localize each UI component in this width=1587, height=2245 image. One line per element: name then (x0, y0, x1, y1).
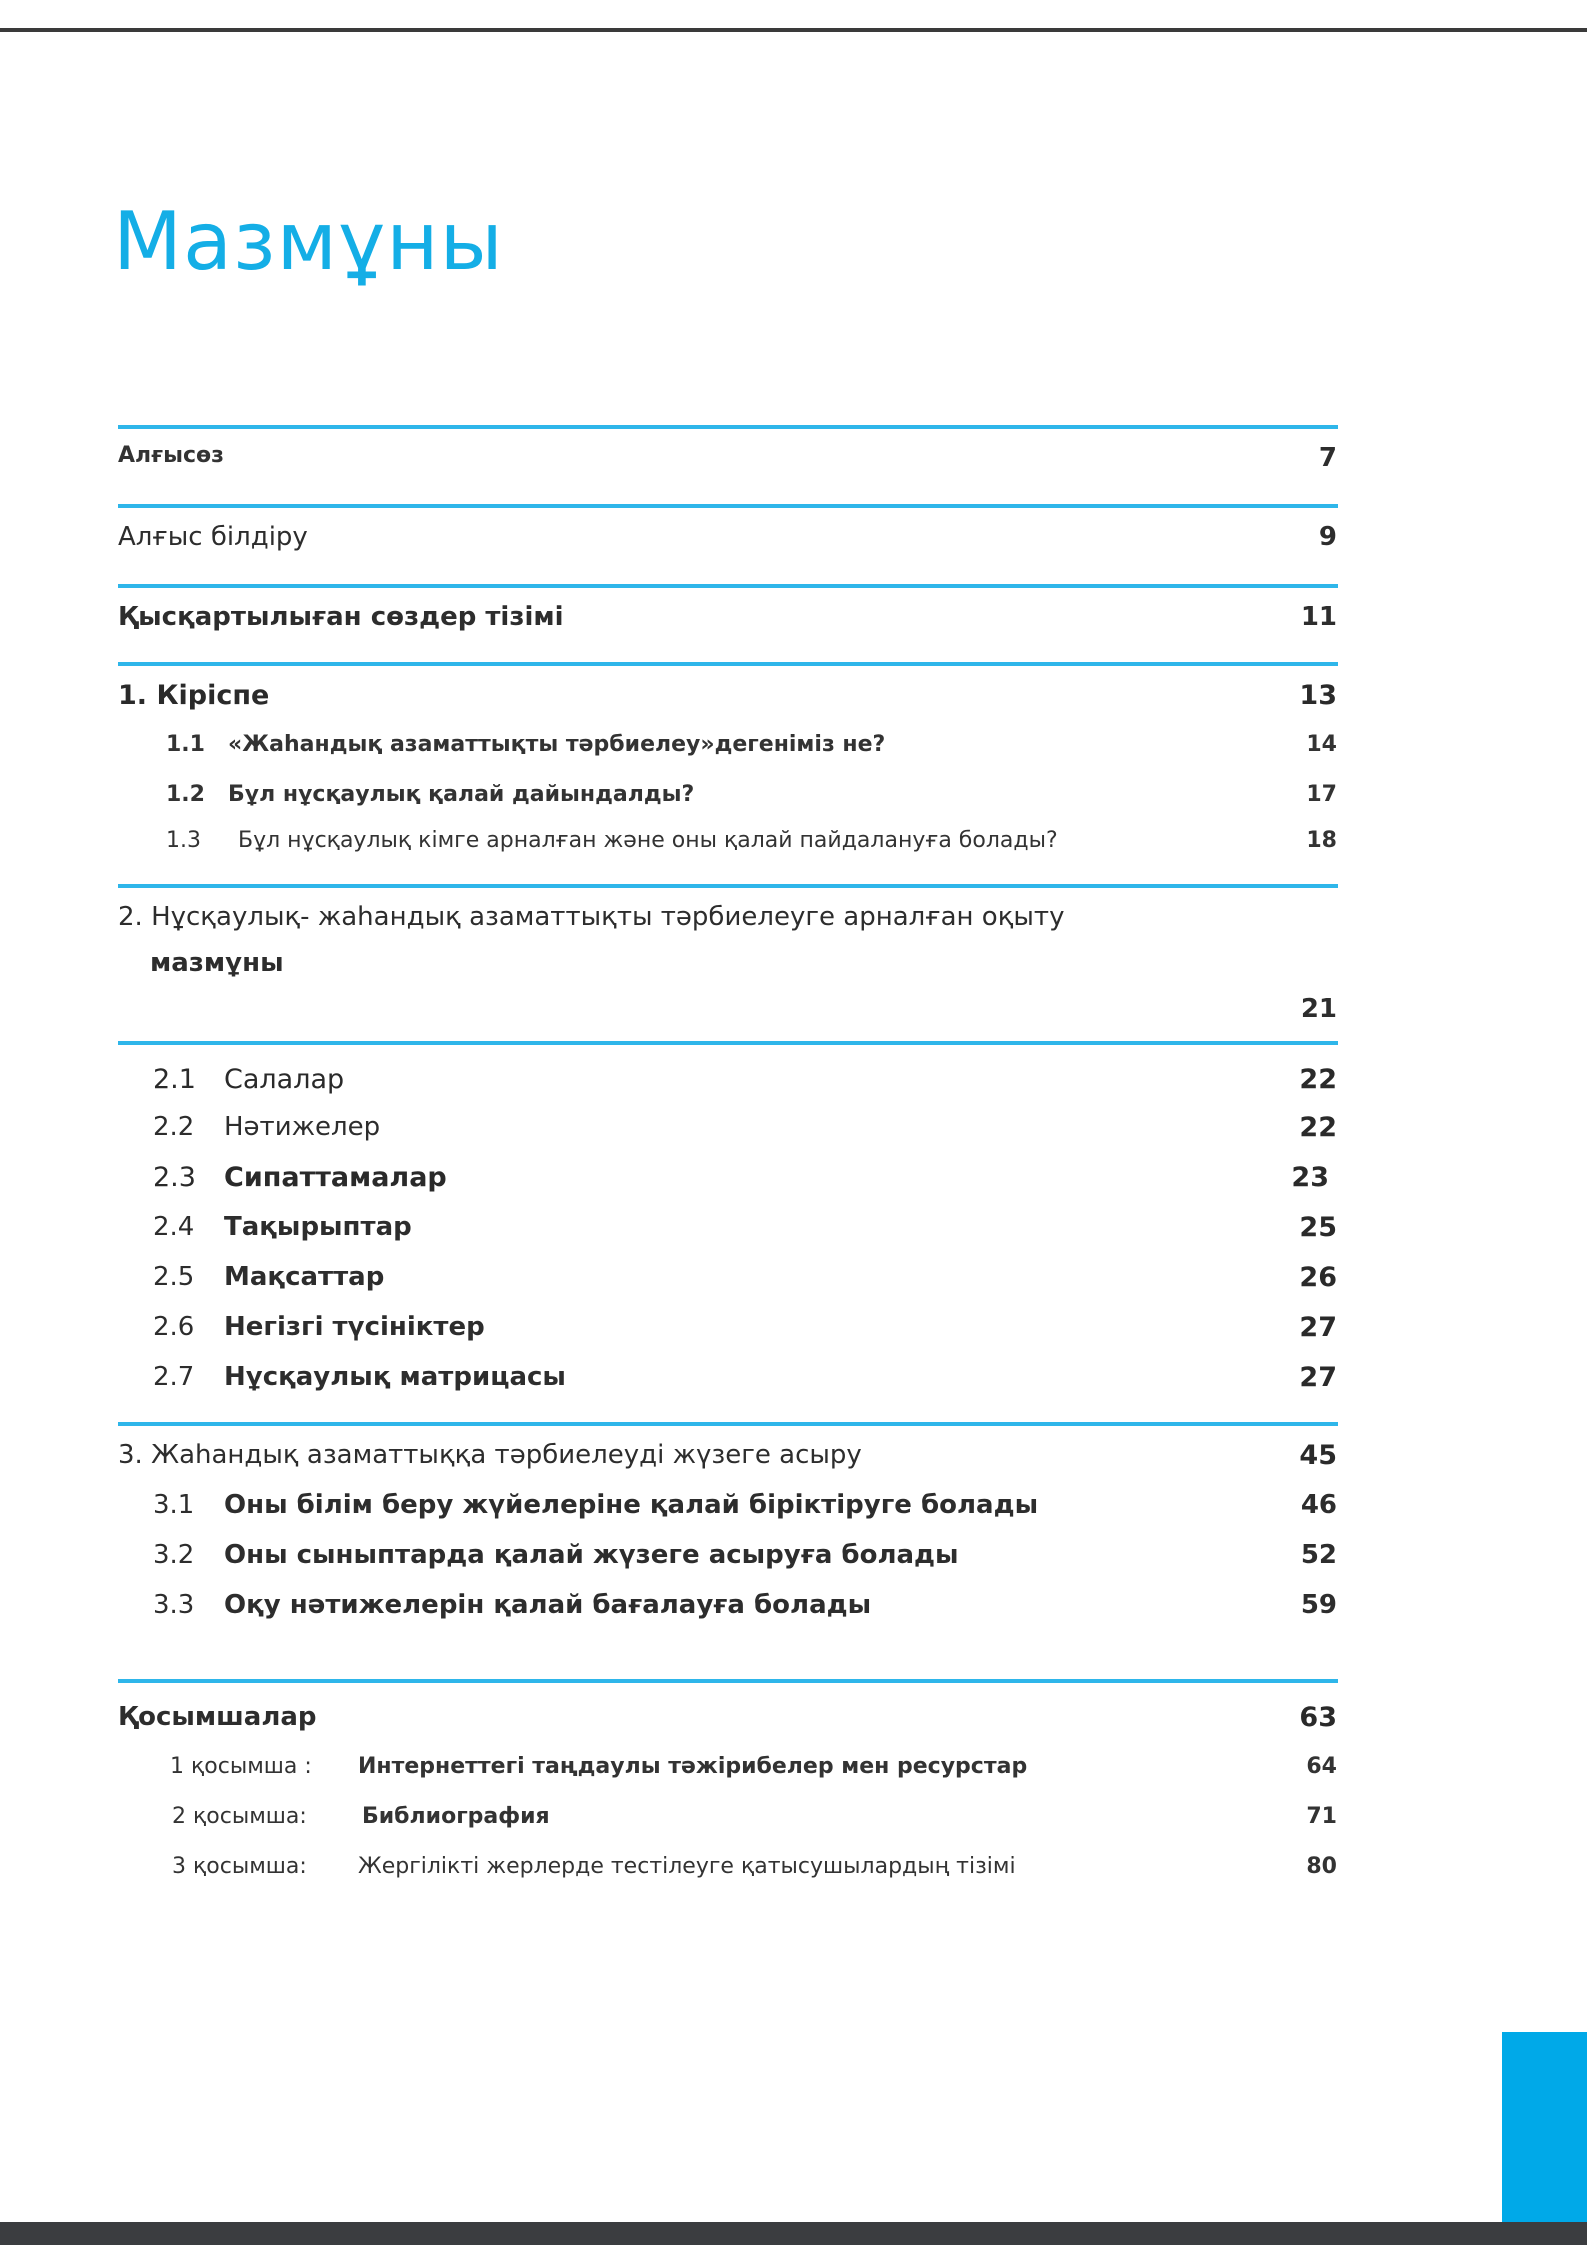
toc-entry-chapter-2-page (0, 994, 1587, 1034)
divider (118, 884, 1338, 888)
toc-label: 1. Кіріспе (118, 680, 270, 711)
toc-label: Оқу нәтижелерін қалай бағалауға болады (224, 1590, 872, 1620)
divider (118, 504, 1338, 508)
toc-page: 13 (1299, 680, 1337, 711)
toc-page: 7 (1318, 443, 1337, 473)
toc-page: 80 (1306, 1854, 1337, 1879)
toc-label: 3. Жаһандық азаматтыққа тәрбиелеуді жүзеге асыру (118, 1440, 862, 1470)
toc-label: Қысқартылыған сөздер тізімі (118, 602, 564, 632)
toc-label: Оны білім беру жүйелеріне қалай біріктіруге болады (224, 1490, 1039, 1520)
divider (118, 1679, 1338, 1683)
toc-label: Нұсқаулық матрицасы (224, 1362, 566, 1392)
toc-entry-chapter-1[interactable] (0, 680, 1587, 720)
toc-page: 21 (1300, 994, 1337, 1024)
toc-entry-appendices[interactable] (0, 1702, 1587, 1742)
toc-number: 1.3 (166, 828, 201, 853)
toc-number: 2.7 (153, 1362, 195, 1392)
toc-number: 1.2 (166, 782, 205, 807)
toc-label: Интернеттегі таңдаулы тәжірибелер мен ресурстар (358, 1754, 1028, 1779)
toc-entry-appendix-3[interactable] (0, 1854, 1587, 1894)
toc-number: 3 қосымша: (172, 1854, 307, 1879)
toc-label: Нәтижелер (224, 1112, 381, 1142)
toc-label: Жергілікті жерлерде тестілеуге қатысушылардың тізімі (358, 1854, 1016, 1879)
toc-page: 46 (1300, 1490, 1337, 1520)
toc-entry-alghysoz[interactable] (0, 443, 1587, 483)
toc-number: 3.1 (153, 1490, 195, 1520)
toc-number: 2.6 (153, 1312, 195, 1342)
toc-page: 27 (1299, 1362, 1337, 1393)
toc-number: 1.1 (166, 732, 205, 757)
toc-entry-2-3[interactable] (0, 1162, 1587, 1202)
top-border (0, 0, 1587, 32)
toc-entry-chapter-2-line1[interactable] (0, 902, 1587, 942)
toc-entry-2-1[interactable] (0, 1064, 1587, 1104)
toc-label: Негізгі түсініктер (224, 1312, 485, 1342)
toc-page: 22 (1299, 1064, 1337, 1095)
divider (118, 1422, 1338, 1426)
page-title: Мазмұны (113, 195, 504, 288)
toc-number: 2.5 (153, 1262, 195, 1292)
toc-entry-3-1[interactable] (0, 1490, 1587, 1530)
toc-page: 71 (1306, 1804, 1337, 1829)
toc-entry-2-2[interactable] (0, 1112, 1587, 1152)
toc-label: Салалар (224, 1064, 345, 1095)
toc-page: 25 (1299, 1212, 1337, 1243)
toc-label: Библиография (362, 1804, 550, 1829)
bottom-bar (0, 2222, 1587, 2245)
toc-page: 22 (1299, 1112, 1337, 1143)
toc-entry-3-3[interactable] (0, 1590, 1587, 1630)
toc-page: 17 (1306, 782, 1337, 807)
toc-entry-1-1[interactable] (0, 732, 1587, 772)
toc-page: 52 (1300, 1540, 1337, 1570)
toc-entry-appendix-2[interactable] (0, 1804, 1587, 1844)
toc-entry-chapter-2-line2 (0, 948, 1587, 988)
toc-label: Сипаттамалар (224, 1162, 447, 1193)
toc-label: Оны сыныптарда қалай жүзеге асыруға болады (224, 1540, 959, 1570)
toc-entry-1-2[interactable] (0, 782, 1587, 822)
toc-page: 9 (1318, 522, 1337, 552)
toc-entry-2-4[interactable] (0, 1212, 1587, 1252)
toc-page: 64 (1306, 1754, 1337, 1779)
toc-page: 14 (1306, 732, 1337, 757)
toc-entry-2-7[interactable] (0, 1362, 1587, 1402)
toc-entry-alghys[interactable] (0, 522, 1587, 562)
toc-label: Бұл нұсқаулық қалай дайындалды? (228, 782, 695, 807)
divider (118, 1041, 1338, 1045)
toc-page: 23 (1291, 1162, 1329, 1193)
divider (118, 662, 1338, 666)
toc-number: 3.2 (153, 1540, 195, 1570)
toc-page: 27 (1299, 1312, 1337, 1343)
toc-number: 3.3 (153, 1590, 195, 1620)
toc-label: мазмұны (150, 948, 284, 978)
toc-page: 11 (1300, 602, 1337, 632)
toc-number: 2.4 (153, 1212, 195, 1242)
divider (118, 584, 1338, 588)
toc-page: 59 (1300, 1590, 1337, 1620)
toc-entry-appendix-1[interactable] (0, 1754, 1587, 1794)
toc-entry-1-3[interactable] (0, 828, 1587, 868)
toc-number: 1 қосымша : (170, 1754, 312, 1779)
toc-label: Алғысөз (118, 443, 224, 468)
toc-label: «Жаһандық азаматтықты тәрбиелеу»дегеніміз не? (228, 732, 886, 757)
toc-number: 2.1 (153, 1064, 196, 1095)
toc-entry-2-6[interactable] (0, 1312, 1587, 1352)
toc-label: Бұл нұсқаулық кімге арналған және оны қалай пайдалануға болады? (238, 828, 1058, 853)
divider (118, 425, 1338, 429)
toc-number: 2.3 (153, 1162, 196, 1193)
toc-label: Алғыс білдіру (118, 522, 308, 552)
toc-page: 45 (1299, 1440, 1337, 1471)
toc-entry-chapter-3[interactable] (0, 1440, 1587, 1480)
toc-entry-2-5[interactable] (0, 1262, 1587, 1302)
toc-label: Тақырыптар (224, 1212, 412, 1242)
toc-page: 63 (1299, 1702, 1337, 1733)
toc-page: 18 (1306, 828, 1337, 853)
toc-page: 26 (1299, 1262, 1337, 1293)
toc-label: 2. Нұсқаулық- жаһандық азаматтықты тәрбиелеуге арналған оқыту (118, 902, 1065, 932)
page-corner-tab (1502, 2032, 1587, 2222)
toc-number: 2 қосымша: (172, 1804, 307, 1829)
toc-entry-3-2[interactable] (0, 1540, 1587, 1580)
toc-label: Қосымшалар (118, 1702, 317, 1732)
toc-entry-abbreviations[interactable] (0, 602, 1587, 642)
toc-label: Мақсаттар (224, 1262, 385, 1292)
toc-number: 2.2 (153, 1112, 195, 1142)
